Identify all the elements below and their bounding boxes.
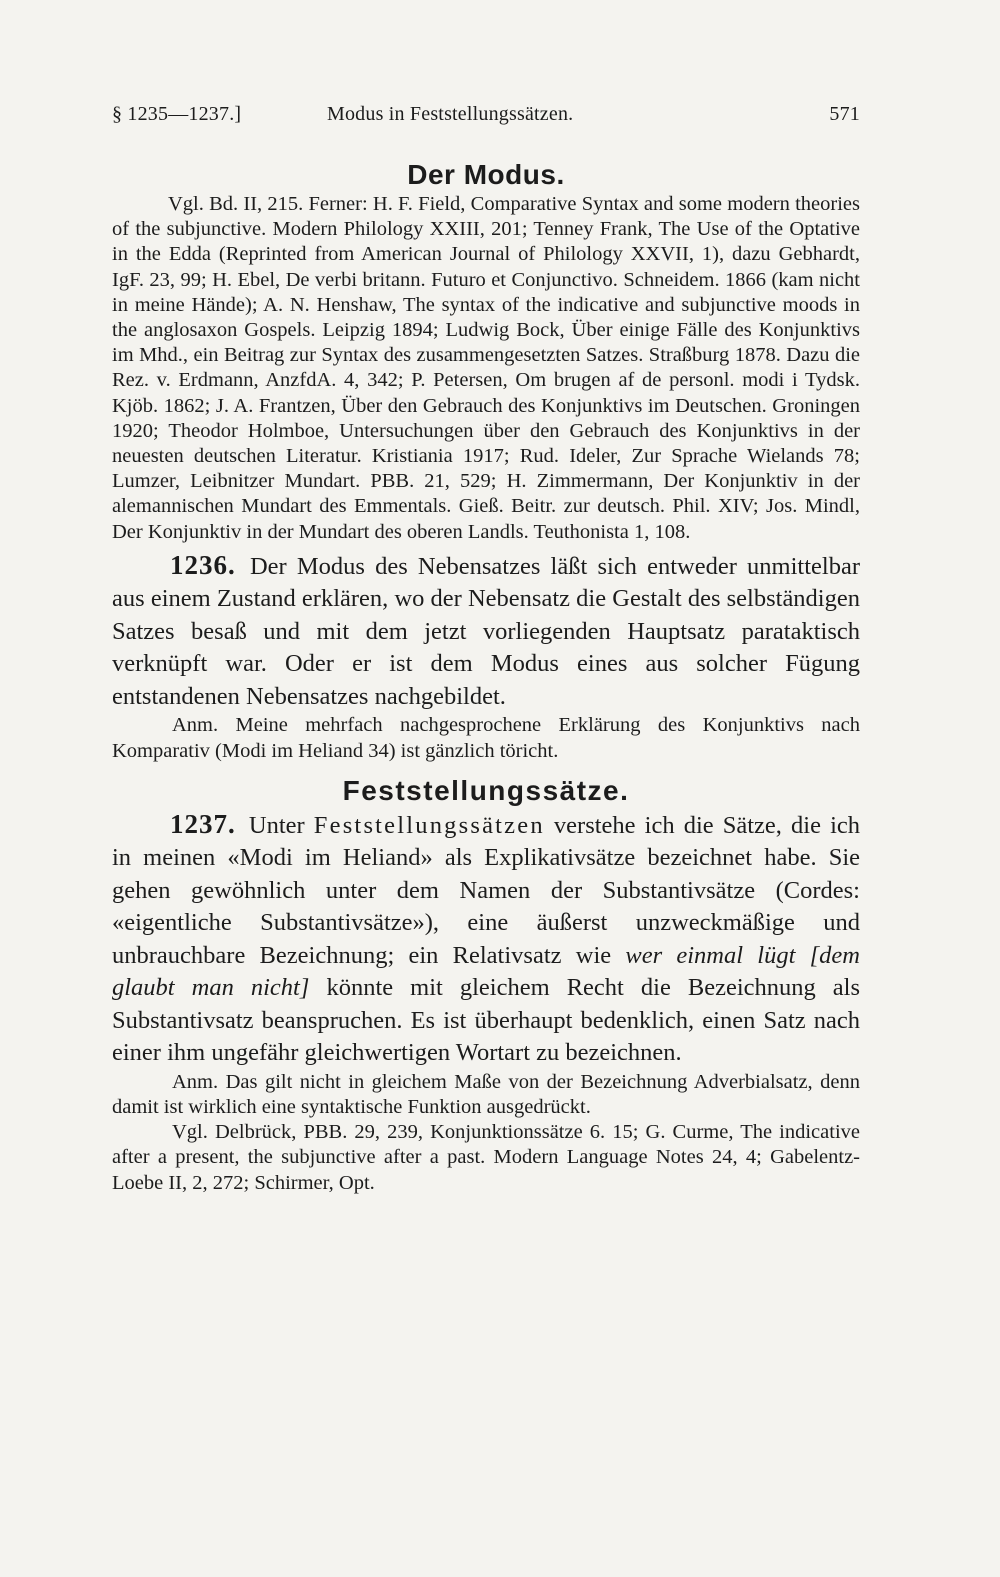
paragraph-1236 [112, 549, 860, 714]
section-title-feststellungssaetze: Feststellungssätze. [342, 774, 630, 806]
paragraph-number: 1236. [170, 549, 236, 580]
references-text: Vgl. Delbrück, PBB. 29, 239, Konjunktionssätze 6. 15; G. Curme, The indicative after a present, the subjunctive after a past. Modern Language Notes 24, 4; Gabelentz-Loebe II, 2, 272; Schirmer, Opt. [112, 1121, 860, 1194]
term-feststellungssaetze: Feststellungssätzen [313, 811, 545, 839]
anm-label: Anm. [172, 1070, 219, 1093]
section-range: § 1235—1237.] [112, 103, 242, 125]
example-sentence: wer einmal lügt [dem glaubt man nicht] [112, 941, 861, 1002]
paragraph-text: Der Modus des Nebensatzes läßt sich entweder unmittelbar aus einem Zustand erklären, wo der Nebensatz die Gestalt des selbständigen Satzes besaß und mit dem jetzt vorliegenden Hauptsatz parataktisch verknüpft war. Oder er ist dem Modus eines aus solcher Fügung entstandenen Nebensatzes nachgebildet. [112, 552, 861, 710]
anm-1236 [112, 713, 860, 763]
anm-text: Das gilt nicht in gleichem Maße von der Bezeichnung Adverbialsatz, denn damit ist wirklich eine syntaktische Funktion ausgedrückt. [112, 1070, 860, 1118]
paragraph-1237 [112, 808, 860, 1070]
anm-label: Anm. [172, 714, 219, 737]
bibliography-paragraph [112, 192, 860, 545]
page-number: 571 [829, 103, 860, 125]
paragraph-text-c: könnte mit gleichem Recht die Bezeichnung als Substantivsatz beanspruchen. Es ist überhaupt bedenklich, einen Satz nach einer ihm ungefähr gleichwertigen Wortart zu bezeichnen. [112, 974, 860, 1067]
running-title: Modus in Feststellungssätzen. [327, 103, 574, 125]
paragraph-text-a: Unter [248, 811, 305, 839]
paragraph-text-b: verstehe ich die Sätze, die ich in meinen «Modi im Heliand» als Explikativsätze bezeichnet habe. Sie gehen gewöhnlich unter dem Namen der Substantivsätze (Cordes: «eigentliche Substantivsätze»), eine äußerst unzweckmäßige und unbrauchbare Bezeichnung; ein Relativsatz wie [112, 811, 861, 969]
anm-text: Meine mehrfach nachgesprochene Erklärung des Konjunktivs nach Komparativ (Modi im Heliand 34) ist gänzlich töricht. [112, 714, 861, 762]
section-title-modus: Der Modus. [407, 159, 565, 190]
references-paragraph [112, 1120, 860, 1196]
running-header [112, 103, 860, 131]
paragraph-number: 1237. [170, 808, 236, 839]
anm-1237 [112, 1070, 860, 1120]
page-body [112, 158, 860, 1196]
bibliography-text: Vgl. Bd. II, 215. Ferner: H. F. Field, Comparative Syntax and some modern theories of the subjunctive. Modern Philology XXIII, 201; Tenney Frank, The Use of the Optative in the Edda (Reprinted from American Journal of Philology XXVII, 1), dazu Gebhardt, IgF. 23, 99; H. Ebel, De verbi britann. Futuro et Conjunctivo. Schneidem. 1866 (kam nicht in meine Hände); A. N. Henshaw, The syntax of the indicative and subjunctive moods in the anglosaxon Gospels. Leipzig 1894; Ludwig Bock, Über einige Fälle des Konjunktivs im Mhd., ein Beitrag zur Syntax des zusammengesetzten Satzes. Straßburg 1878. Dazu die Rez. v. Erdmann, AnzfdA. 4, 342; P. Petersen, Om brugen af de personl. modi i Tydsk. Kjöb. 1862; J. A. Frantzen, Über den Gebrauch des Konjunktivs im Deutschen. Groningen 1920; Theodor Holmboe, Untersuchungen über den Gebrauch des Konjunktivs in der neuesten deutschen Literatur. Kristiania 1917; Rud. Ideler, Zur Sprache Wielands 78; Lumzer, Leibnitzer Mundart. PBB. 21, 529; H. Zimmermann, Der Konjunktiv in der alemannischen Mundart des Emmentals. Gieß. Beitr. zur deutsch. Phil. XIV; Jos. Mindl, Der Konjunktiv in der Mundart des oberen Landls. Teuthonista 1, 108. [112, 193, 860, 543]
